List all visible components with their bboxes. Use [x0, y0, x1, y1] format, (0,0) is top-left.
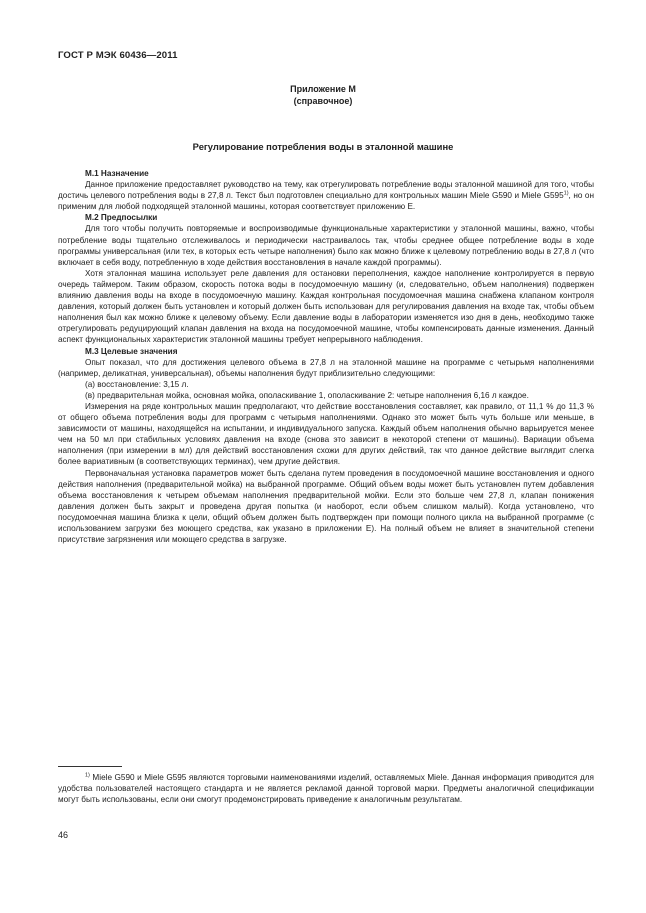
footnote-text: Miele G590 и Miele G595 являются торговыми наименованиями изделий, оставляемых Miele. Данная информация приводится для удобства пользователей настоящего стандарта и не является рекламой данной торговой марки. Предметы аналогичной спецификации могут быть использованы, если они смогут продемонстрировать приведение к аналогичным результатам.: [58, 773, 594, 805]
paragraph-m3-1: Опыт показал, что для достижения целевого объема в 27,8 л на эталонной машине на программе с четырьмя наполнениями (например, деликатная, универсальная), объемы наполнения будут приблизительно следующими:: [58, 357, 594, 378]
paragraph-m1-1: [58, 179, 594, 212]
paragraph-m2-2: Хотя эталонная машина использует реле давления для остановки переполнения, каждое наполнение контролируется в первую очередь таймером. Таким образом, скорость потока воды в посудомоечную машину (и, следовательно, объем наполнения) подвержен влиянию давления воды на входе в посудомоечную машину. Каждая контрольная посудомоечная машина снабжена клапаном контроля давления, который должен быть установлен и который должен быть использован для регулирования давления на входе так, чтобы объем наполнения был как можно ближе к целевому объему. Если давление воды в лаборатории изменяется изо дня в день, необходимо также отрегулировать редуцирующий клапан давления на входа на посудомоечной машине, чтобы компенсировать данные изменения. Данный аспект функциональных характеристик эталонной машины требует непрерывного наблюдения.: [58, 268, 594, 345]
footnote: [58, 772, 594, 805]
section-heading-m3: М.3 Целевые значения: [85, 346, 178, 356]
footnote-marker: 1): [85, 772, 90, 779]
document-body: [58, 168, 594, 545]
footnote-text-paragraph: [58, 772, 594, 805]
annex-title: Приложение М: [290, 84, 356, 94]
main-title: Регулирование потребления воды в эталонной машине: [192, 141, 454, 152]
paragraph-m3-3: Первоначальная установка параметров может быть сделана путем проведения в посудомоечной машине восстановления и одного действия наполнения (предварительной мойка) на выбранной программе. Общий объем воды может быть установлен путем добавления объема восстановления к четырем объемам наполнения предварительной мойки. Если это больше чем 27,8 л, клапан понижения давления должен быть закрыт и проведена другая попытка (и наоборот, если объем слишком малый). Когда установлено, что посудомоечная машина близка к цели, общий объем должен быть подтвержден при помощи полного цикла на выбранной программе (с использованием загрузки без моющего средства, как указано в приложении Е). На полный объем не влияет в значительной степени присутствие загрязнения или моющего средства в загрузке.: [58, 468, 594, 545]
annex-title-block: [0, 83, 646, 107]
paragraph-m2-1: Для того чтобы получить повторяемые и воспроизводимые функциональные характеристики у эталонной машины, важно, чтобы потребление воды тщательно отслеживалось и периодически настраивалось так, чтобы среднее общее потребление воды в ходе программы универсальная (или тех, в которых есть четыре наполнения) было как можно ближе к целевому потреблению воды в 27,8 л (что включает в себя воду, потребленную в ходе действия восстановления в начале каждой программы).: [58, 224, 594, 267]
list-item-b: (в) предварительная мойка, основная мойка, ополаскивание 1, ополаскивание 2: четыре наполнения 6,16 л каждое.: [85, 390, 529, 400]
footnote-ref: 1): [563, 190, 569, 197]
section-heading-m1: М.1 Назначение: [85, 169, 149, 178]
paragraph-m1-1-text-b: , но он применим для любой подходящей эталонной машины, которая соответствует приложению Е.: [58, 191, 594, 212]
standard-header: ГОСТ Р МЭК 60436—2011: [58, 50, 178, 61]
page-number: 46: [58, 830, 69, 840]
section-heading-m2: М.2 Предпосылки: [85, 213, 158, 223]
list-item-a: (а) восстановление: 3,15 л.: [85, 379, 189, 389]
paragraph-m1-1-text-a: Данное приложение предоставляет руководство на тему, как отрегулировать потребление воды эталонной машиной для того, чтобы достичь целевого потребления воды в 27,8 л. Текст был подготовлен специально для контрольных машин Miele G590 и Miele G595: [58, 180, 594, 201]
paragraph-m3-2: Измерения на ряде контрольных машин предполагают, что действие восстановления составляет, как правило, от 11,1 % до 11,3 % от общего объема потребления воды для программ с четырьмя наполнениями. Однако это может быть чуть больше или меньше, в зависимости от машины, находящейся на испытании, и индивидуального запуска. Каждый объем наполнения обычно варьируется менее чем на 50 мл при стабильных условиях давления на входе (снова это зависит в некоторой степени от машины). Вариации объема наполнения (при измерении в мл) для действий восстановления схожи для других действий, так что данное действие выглядит слегка более вариативным (в соответствующих терминах), чем другие действия.: [58, 401, 594, 467]
annex-subtitle: (справочное): [293, 96, 353, 106]
footnote-divider: [58, 766, 122, 767]
